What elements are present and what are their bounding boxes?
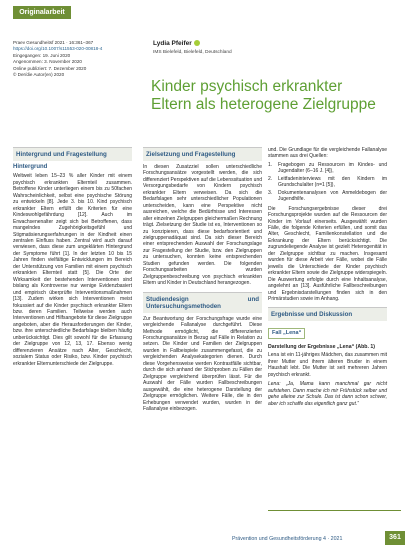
list-item-text: Fragebogen zu Ressourcen im Kindes- und Jugendalter (6–16 J. [4]), <box>278 161 387 175</box>
paragraph-sources-intro: und. Die Grundlage für die vergleichende Fallanalyse stammen aus drei Quellen: <box>268 147 387 160</box>
list-item-text: Leitfadeninterviews mit den Kindern im Grundschulalter (n=1 [5]), <box>278 175 387 189</box>
list-item-number: 3. <box>268 189 273 196</box>
section-heading-methods: Studiendesign und Untersuchungsmethoden <box>143 292 262 313</box>
article-title <box>151 78 411 114</box>
list-item-number: 2. <box>268 175 273 182</box>
paragraph-background: Weltweit leben 15–23 % aller Kinder mit einem psychisch erkrankten Elternteil zusammen. Betroffene Kinder unterliegen einem bis zu 50fachen Wahrscheinlichkeit, selbst eine psychische Störung zu entwickeln [8]. Jede 3. bis 10. Kind psychisch erkrankter Eltern erfüllt die Kriterien für eine Kindeswohlgefährdung [12]. Auch im Erwachsenenalter zeigt sich bei Betroffenen, dass mangelndes Zugehörigkeitsgefühl und Stigmatisierungserfahrungen in der Kindheit einen zentralen Einfluss haben. Zentral wird auch darauf verwiesen, dass diese zum ungeklärten Hintergrund der Symptome führt [1]. In der letzten 10 bis 15 Jahren finden vielfältige Entwicklungen im Bereich der Unterstützung von Familien mit einem psychisch erkrankten Elternteil statt [5]. Die Orte der Wirksamkeit der bestehenden Interventionen sind bislang als Kontroverse nur wenige Evidenzbasiert und empirisch überprüfte Interventionsmaßnahmen [13]. Zudem wirken sich Interventionen meist fokussiert auf die Kinder psychisch erkrankter Eltern bzw. deren Familien. Teilweise werden auch Interventionen und Hilfsangebote für diese Zielgruppe angeboten, aber die Herausforderungen der Kinder, bzw. ihre unterschiedliche Bedarfslage bleiben häufig unberücksichtigt. Dies gilt sowohl für die Erfassung der Zielgruppe von 12, 13, 17. Ebenso wenig differenzieren Ansätze nach Alter, Geschlecht, sozialem Status oder Risiko, bzw. Kinder psychisch erkrankter Elternunterschiede der Zielgruppe. <box>13 173 132 367</box>
footer-rule <box>268 510 401 511</box>
section-heading-background: Hintergrund und Fragestellung <box>13 147 132 161</box>
orcid-icon[interactable] <box>194 40 200 46</box>
column-2 <box>143 147 262 412</box>
article-meta <box>13 40 143 78</box>
paragraph-case-selection: Die Forschungsergebnisse dieser drei Forschungsprojekte wurden auf die Ressourcen der Kinder im Vorlauf einerseits. Ausgewählt wurden Fälle, die folgende Kriterien erfüllen, und somit das Alter, Geschlecht, Familienkonstellation und die Erkrankung der Eltern berücksichtigt. Die zugrundeliegende Analyse ist gezielt Heterogenität in der Zielgruppe sichtbar zu machen. Insgesamt wurden für diese Arbeit vier Fälle, wobei die Fälle jeweils die Unterschiede der Kinder psychisch erkrankter Eltern sowie die Zielgruppe widerspiegeln. Die Auswertung erfolgte durch eine Inhaltsanalyse, angelehnt an [13]. Ausführliche Fallbeschreibungen und Ergebnisdarstellungen finden sich in den Primärstudien sowie im Anhang. <box>268 205 387 302</box>
list-item <box>268 190 387 203</box>
paragraph-methods: Zur Beantwortung der Forschungsfrage wurde eine vergleichende Fallanalyse durchgeführt. Diese Methode ermöglicht, die differenzierten Forschungsansätze in Bezug auf Fälle in Relation zu setzen. Die Kinder und Familien der Zielgruppen wurden in Fallbeispiele zusammengefasst, die zu vergleichenden Analysekategorien dienen. Durch diese Vorgehensweise werden Kontrastfälle sichtbar, durch die sich anhand der Stichproben zu Fällen der Zielgruppe vergleichend überprüfen lässt. Für die Auswahl der Fälle wurden Fallbeschreibungen ausgewählt, die eine heterogene Darstellung der Zielgruppe ermöglichen. Weitere Fälle, die in den Erhebungen verwendet wurden, wurden in der Fallanalyse einbezogen. <box>143 315 262 412</box>
title-line-1: Kinder psychisch erkrankter <box>151 78 343 95</box>
meta-received: Eingegangen: 19. Juni 2020 <box>13 52 71 58</box>
meta-copyright: © Der/die Autor(en) 2020 <box>13 72 65 78</box>
section-heading-objectives: Zielsetzung und Fragestellung <box>143 147 262 161</box>
list-item-text: Dokumentenanalysen von Anmeldebogen der Jugendhilfe. <box>278 189 387 203</box>
paragraph-case-lena: Lena ist ein 11-jähriges Mädchen, das zusammen mit ihrer Mutter und ihrem älteren Bruder in einem Haushalt lebt. Die Mutter ist seit mehreren Jahren psychisch erkrankt. <box>268 352 387 378</box>
journal-footer: Prävention und Gesundheitsförderung 4 · 2021 <box>232 536 343 542</box>
author-name-text: Lydia Pfeifer <box>153 40 192 47</box>
quote-lena: Lena: „Ja, Mama kann manchmal gar nicht aufstehen. Dann mache ich mir Frühstück selber und gehe alleine zur Schule. Das ist dann schon schwer, aber ich schaffe das eigentlich ganz gut.“ <box>268 381 387 407</box>
author-affiliation: IMS Bielefeld, Bielefeld, Deutschland <box>153 50 232 55</box>
list-item <box>268 162 387 175</box>
column-3 <box>268 147 387 407</box>
section-heading-results: Ergebnisse und Diskussion <box>268 307 387 321</box>
author-name <box>153 40 200 47</box>
case-label-lena: Fall „Lena“ <box>268 328 305 338</box>
title-line-2: Eltern als heterogene Zielgruppe <box>151 96 376 113</box>
column-1 <box>13 147 132 367</box>
meta-doi-link[interactable]: https://doi.org/10.1007/s11553-020-00818-4 <box>13 46 103 52</box>
meta-journal-citation: Praev Gesundheitsf 2021 · 16:361–367 <box>13 40 94 45</box>
subheading-hintergrund: Hintergrund <box>13 164 48 170</box>
meta-accepted: Angenommen: 3. November 2020 <box>13 59 82 65</box>
sources-list <box>268 162 387 203</box>
meta-published: Online publiziert: 7. Dezember 2020 <box>13 65 87 71</box>
list-item-number: 1. <box>268 161 273 168</box>
list-item <box>268 176 387 189</box>
figure-reference-title: Darstellung der Ergebnisse „Lena“ (Abb. 1) <box>268 343 375 350</box>
article-type-badge: Originalarbeit <box>13 6 71 19</box>
paragraph-objectives: In diesen Zusatzziel sollen unterschiedliche Forschungsansätze vorgestellt werden, die sich differenziert Perspektiven auf die Lebenssituation und Versorgungsbedarfe von Kindern psychisch erkrankter Eltern verweisen. Da sich die Bedarfslagen sehr unterschiedlicher Populationen unterscheiden, kann eine Perspektive nicht ausreichen, welche die Bedürfnisse und Interessen aller einzelnen Zielgruppen gleichermaßen Rechnung trägt. Zielsetzung der Studie ist es, Interventionen so zu konzipieren, dass diese bedarfsorientiert und zielgruppenadäquat sind. Da sich dieser Bereich einer entsprechenden Auswahl der Forschungslage zur Fragestellung der Studie, bzw. den Zielgruppen zu untersuchen, konnten keine entsprechenden Studien gefunden werden. Die folgenden Forschungsarbeiten wurden Zielgruppenbeschreibung von psychisch erkrankten Eltern und Kinder in Deutschland herangezogen. <box>143 164 262 287</box>
page-number: 361 <box>385 531 405 545</box>
